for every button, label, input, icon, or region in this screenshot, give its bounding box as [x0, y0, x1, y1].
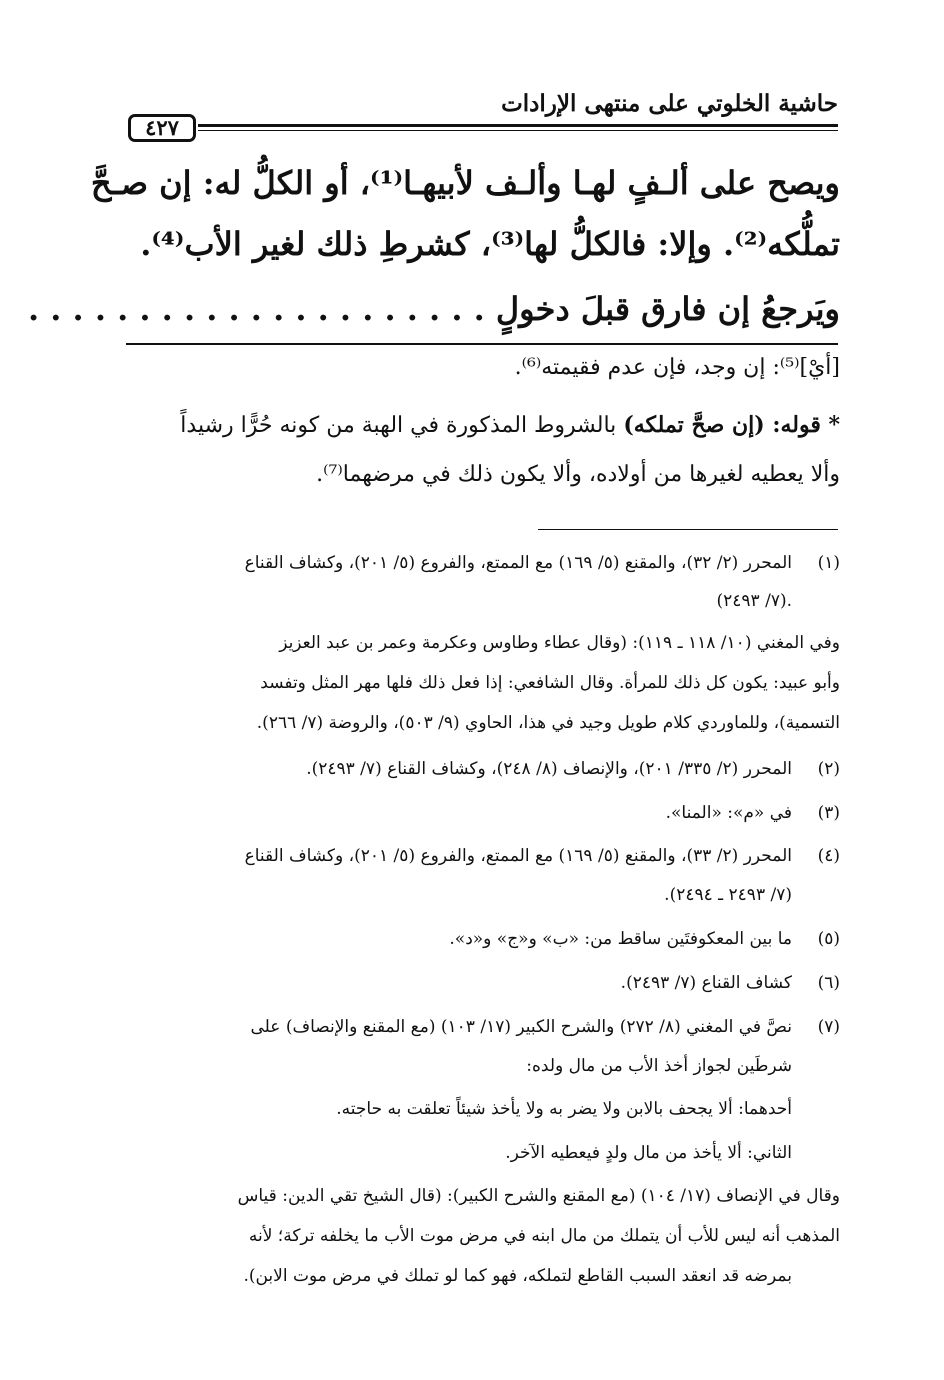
footnote-line [128, 803, 840, 823]
commentary-line: وألا يعطيه لغيرها من أولاده، وألا يكون ذلك في مرضهما⁽⁷⁾. [316, 462, 840, 487]
footnote-text: في «م»: «المنا». [665, 803, 792, 823]
footnote-line [128, 1266, 792, 1286]
footnote-number: (٦) [817, 973, 840, 993]
footnote-text: وفي المغني (١٠/ ١١٨ ـ ١١٩): (وقال عطاء وطاوس وعكرمة وعمر بن عبد العزيز [279, 633, 840, 653]
footnote-line [128, 1056, 792, 1076]
footnote-line [128, 885, 792, 905]
header-rule [198, 124, 838, 127]
footnote-line [128, 929, 840, 949]
running-title: حاشية الخلوتي على منتهى الإرادات [501, 90, 838, 117]
page-number: ٤٢٧ [128, 114, 196, 142]
footnote-text: وأبو عبيد: يكون كل ذلك للمرأة. وقال الشافعي: إذا فعل ذلك فلها مهر المثل وتفسد [260, 673, 840, 693]
footnote-line [128, 1186, 840, 1206]
footnote-line [128, 673, 840, 693]
footnote-number: (١) [817, 553, 840, 573]
commentary-marker: * قوله: (إن صحَّ تملكه) [623, 412, 840, 438]
matn-separator [126, 343, 838, 345]
matn-line: ويصح على ألـفٍ لهـا وألـف لأبيهـا⁽¹⁾، أو الكلُّ له: إن صـحَّ [90, 164, 840, 202]
footnote-line [128, 713, 840, 733]
commentary-line: [أيْ]⁽⁵⁾: إن وجد، فإن عدم فقيمته⁽⁶⁾. [514, 355, 840, 380]
footnote-text: (٧/ ٢٤٩٣). [716, 591, 792, 611]
matn-line: تملُّكه⁽²⁾. وإلا: فالكلُّ لها⁽³⁾، كشرطِ ذلك لغير الأب⁽⁴⁾. [140, 225, 840, 263]
footnote-number: (٧) [817, 1017, 840, 1037]
footnote-text: المحرر (٢/ ٣٣)، والمقنع (٥/ ١٦٩) مع الممتع، والفروع (٥/ ٢٠١)، وكشاف القناع [244, 846, 792, 866]
footnote-text: شرطَين لجواز أخذ الأب من مال ولده: [526, 1056, 792, 1076]
footnote-number: (٥) [817, 929, 840, 949]
footnote-line [128, 633, 840, 653]
footnote-line [128, 1017, 840, 1037]
footnote-line [128, 1099, 792, 1119]
footnote-text: المحرر (٢/ ٣٢)، والمقنع (٥/ ١٦٩) مع الممتع، والفروع (٥/ ٢٠١)، وكشاف القناع [244, 553, 792, 573]
footnote-text: الثاني: ألا يأخذ من مال ولدٍ فيعطيه الآخر. [505, 1143, 792, 1163]
footnote-number: (٣) [817, 803, 840, 823]
footnote-text: نصَّ في المغني (٨/ ٢٧٢) والشرح الكبير (١٧/ ١٠٣) (مع المقنع والإنصاف) على [250, 1017, 792, 1037]
footnote-text: المحرر (٢/ ٣٣٥/ ٢٠١)، والإنصاف (٨/ ٢٤٨)، وكشاف القناع (٧/ ٢٤٩٣). [306, 759, 792, 779]
footnote-line [128, 1143, 792, 1163]
footnote-line [128, 846, 840, 866]
commentary-line [128, 412, 840, 438]
footnote-number: (٤) [817, 846, 840, 866]
footnote-text: ما بين المعكوفتَين ساقط من: «ب» و«ج» و«د». [449, 929, 792, 949]
footnote-text: أحدهما: ألا يجحف بالابن ولا يضر به ولا يأخذ شيئاً تعلقت به حاجته. [336, 1099, 792, 1119]
footnote-line [128, 591, 792, 611]
commentary-text: بالشروط المذكورة في الهبة من كونه حُرًّا رشيداً [180, 413, 624, 438]
footnote-text: كشاف القناع (٧/ ٢٤٩٣). [620, 973, 792, 993]
footnote-text: المذهب أنه ليس للأب أن يتملك من مال ابنه في مرض موت الأب ما يخلفه تركة؛ لأنه [248, 1226, 840, 1246]
footnote-text: (٧/ ٢٤٩٣ ـ ٢٤٩٤). [664, 885, 792, 905]
footnote-text: وقال في الإنصاف (١٧/ ١٠٤) (مع المقنع والشرح الكبير): (قال الشيخ تقي الدين: قياس [237, 1186, 840, 1206]
footnote-line [128, 1226, 840, 1246]
footnote-separator [538, 529, 838, 530]
footnote-line [128, 759, 840, 779]
header-rule-thin [198, 130, 838, 131]
footnote-line [128, 973, 840, 993]
footnote-text: بمرضه قد انعقد السبب القاطع لتملكه، فهو كما لو تملك في مرض موت الابن). [243, 1266, 792, 1286]
footnote-number: (٢) [817, 759, 840, 779]
footnote-text: التسمية)، وللماوردي كلام طويل وجيد في هذا، الحاوي (٩/ ٥٠٣)، والروضة (٧/ ٢٦٦). [256, 713, 840, 733]
page-header [126, 84, 838, 140]
matn-line: ويَرجعُ إن فارق قبلَ دخولٍ . . . . . . . . . . . . . . . . . . . . . [27, 290, 840, 328]
footnote-line [128, 553, 840, 573]
